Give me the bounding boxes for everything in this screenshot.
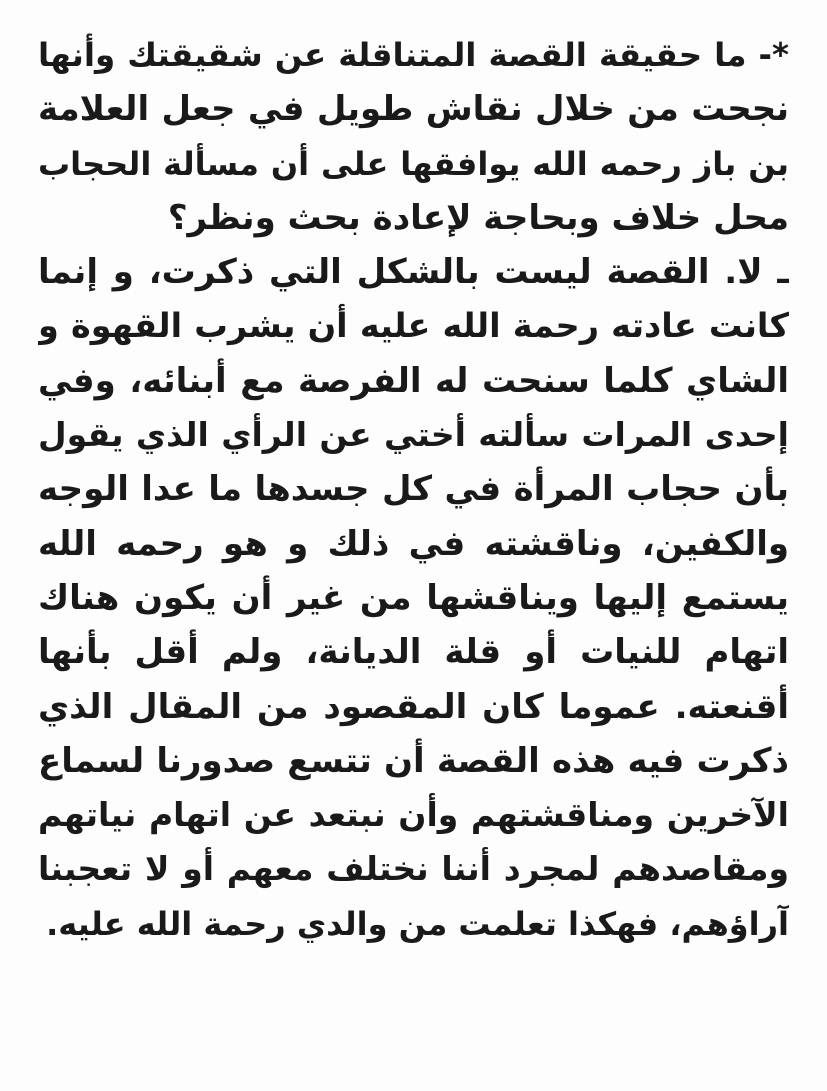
question-line: *- ما حقيقة القصة المتناقلة عن شقيقتك وأنها bbox=[38, 36, 789, 74]
answer-line: كانت عادته رحمة الله عليه أن يشرب القهوة و bbox=[38, 306, 789, 346]
answer-line: الآخرين ومناقشتهم وأن نبتعد عن اتهام نياتهم bbox=[38, 795, 789, 835]
answer-line: إحدى المرات سألته أختي عن الرأي الذي يقول bbox=[38, 415, 789, 455]
question-line: نجحت من خلال نقاش طويل في جعل العلامة bbox=[38, 89, 789, 130]
answer-line: أقنعته. عموما كان المقصود من المقال الذي bbox=[38, 686, 789, 727]
answer-line: الشاي كلما سنحت له الفرصة مع أبنائه، وفي bbox=[38, 360, 789, 401]
answer-line: يستمع إليها ويناقشها من غير أن يكون هناك bbox=[38, 577, 789, 618]
question-line: محل خلاف وبحاجة لإعادة بحث ونظر؟ bbox=[167, 197, 789, 238]
answer-line: ـ لا. القصة ليست بالشكل التي ذكرت، و إنما bbox=[38, 252, 789, 293]
answer-line: ومقاصدهم لمجرد أننا نختلف معهم أو لا تعجبنا bbox=[38, 849, 789, 889]
answer-line: آراؤهم، فهكذا تعلمت من والدي رحمة الله عليه. bbox=[46, 904, 789, 943]
answer-line: اتهام للنيات أو قلة الديانة، ولم أقل بأنها bbox=[38, 632, 789, 673]
article-text bbox=[38, 28, 789, 951]
answer-line: بأن حجاب المرأة في كل جسدها ما عدا الوجه bbox=[38, 469, 789, 510]
answer-line: ذكرت فيه هذه القصة أن تتسع صدورنا لسماع bbox=[38, 740, 789, 781]
question-line: بن باز رحمه الله يوافقها على أن مسألة الحجاب bbox=[38, 144, 789, 183]
answer-line: والكفين، وناقشته في ذلك و هو رحمه الله bbox=[38, 523, 789, 564]
